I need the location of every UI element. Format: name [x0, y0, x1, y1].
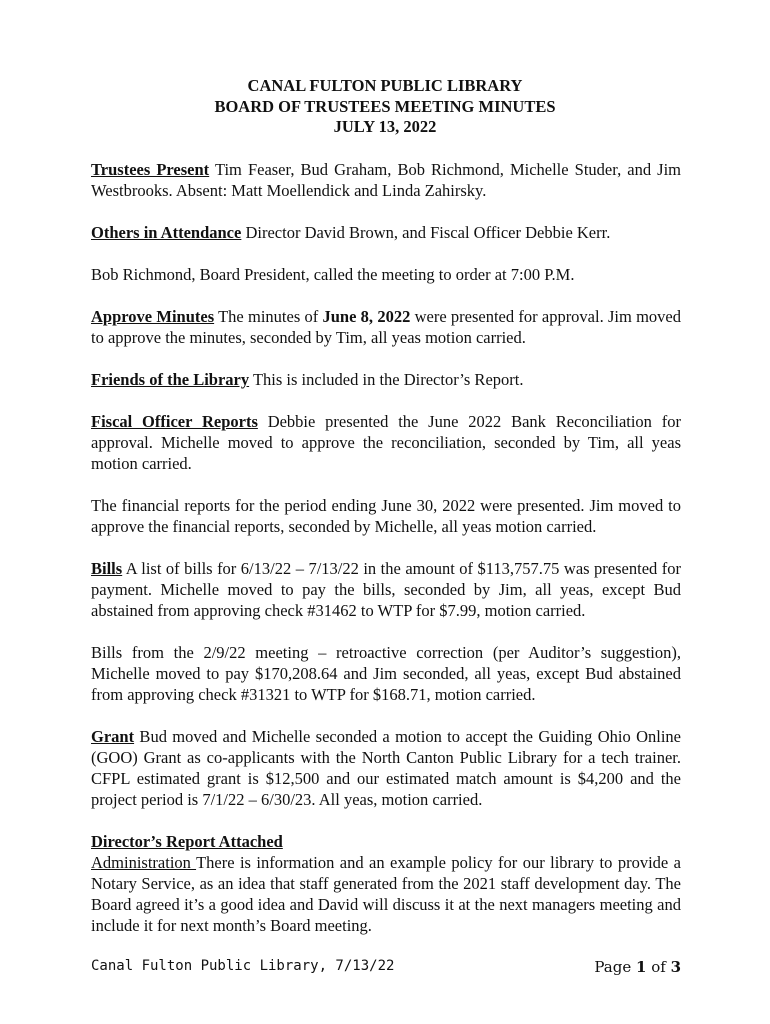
fiscal-officer-label: Fiscal Officer Reports	[91, 412, 258, 431]
document-header	[0, 76, 770, 138]
administration-label: Administration	[91, 853, 197, 872]
grant-text: Bud moved and Michelle seconded a motion to accept the Guiding Ohio Online (GOO) Grant as co-applicants with the North Canton Public Library for a tech trainer. CFPL estimated grant is $12,500 and our estimated match amount is $4,200 and the project period is 7/1/22 – 6/30/23. All yeas, motion carried.	[91, 727, 681, 809]
document-title: BOARD OF TRUSTEES MEETING MINUTES	[214, 96, 556, 116]
trustees-present-label: Trustees Present	[91, 160, 210, 179]
others-attendance-text: Director David Brown, and Fiscal Officer Debbie Kerr.	[241, 223, 611, 242]
bills-retro-paragraph: Bills from the 2/9/22 meeting – retroactive correction (per Auditor’s suggestion), Michelle moved to pay $170,208.64 and Jim seconded, all yeas, except Bud abstained from approving check #31321 to WTP for $168.71, motion carried.	[91, 643, 681, 704]
administration-text: There is information and an example policy for our library to provide a Notary Service, as an idea that staff generated from the 2021 staff development day. The Board agreed it’s a good idea and David will discuss it at the next managers meeting and include it for next month’s Board meeting.	[91, 853, 681, 935]
fiscal-officer-paragraph	[91, 411, 681, 474]
document-body	[91, 159, 681, 957]
directors-report-heading: Director’s Report Attached	[91, 832, 283, 851]
footer-of-word: of	[646, 958, 671, 976]
financial-reports-paragraph: The financial reports for the period ending June 30, 2022 were presented. Jim moved to approve the financial reports, seconded by Michelle, all yeas motion carried.	[91, 496, 681, 536]
grant-label: Grant	[91, 727, 135, 746]
footer-page-num: 1	[636, 958, 647, 976]
approve-minutes-label: Approve Minutes	[91, 307, 215, 326]
library-name: CANAL FULTON PUBLIC LIBRARY	[247, 76, 523, 95]
friends-text: This is included in the Director’s Report.	[249, 370, 524, 389]
call-to-order-paragraph: Bob Richmond, Board President, called the meeting to order at 7:00 P.M.	[91, 265, 575, 284]
others-attendance-label: Others in Attendance	[91, 223, 242, 242]
footer-library-date: Canal Fulton Public Library, 7/13/22	[91, 958, 395, 974]
footer-page-total: 3	[670, 958, 681, 976]
footer-page-number	[594, 958, 681, 976]
friends-paragraph	[91, 369, 681, 390]
approve-minutes-text1: The minutes of	[214, 307, 323, 326]
bills-text: A list of bills for 6/13/22 – 7/13/22 in the amount of $113,757.75 was presented for payment. Michelle moved to pay the bills, seconded by Jim, all yeas, except Bud abstained from approving check #31462 to WTP for $7.99, motion carried.	[91, 559, 681, 620]
grant-paragraph	[91, 726, 681, 810]
approve-minutes-paragraph	[91, 306, 681, 348]
approve-minutes-date: June 8, 2022	[322, 307, 411, 326]
bills-paragraph	[91, 558, 681, 621]
friends-label: Friends of the Library	[91, 370, 250, 389]
approve-minutes-text2: were presented for approval. Jim moved to approve the minutes, seconded by Tim, all yeas motion carried.	[91, 307, 681, 347]
administration-paragraph	[91, 852, 681, 936]
fiscal-officer-text: Debbie presented the June 2022 Bank Reconciliation for approval. Michelle moved to approve the reconciliation, seconded by Tim, all yeas motion carried.	[91, 412, 681, 473]
meeting-date: JULY 13, 2022	[333, 117, 437, 136]
trustees-present-paragraph	[91, 159, 681, 201]
trustees-present-text: Tim Feaser, Bud Graham, Bob Richmond, Michelle Studer, and Jim Westbrooks. Absent: Matt Moellendick and Linda Zahirsky.	[91, 160, 682, 200]
bills-label: Bills	[91, 559, 123, 578]
footer-page-word: Page	[594, 958, 636, 976]
others-attendance-paragraph	[91, 222, 681, 243]
